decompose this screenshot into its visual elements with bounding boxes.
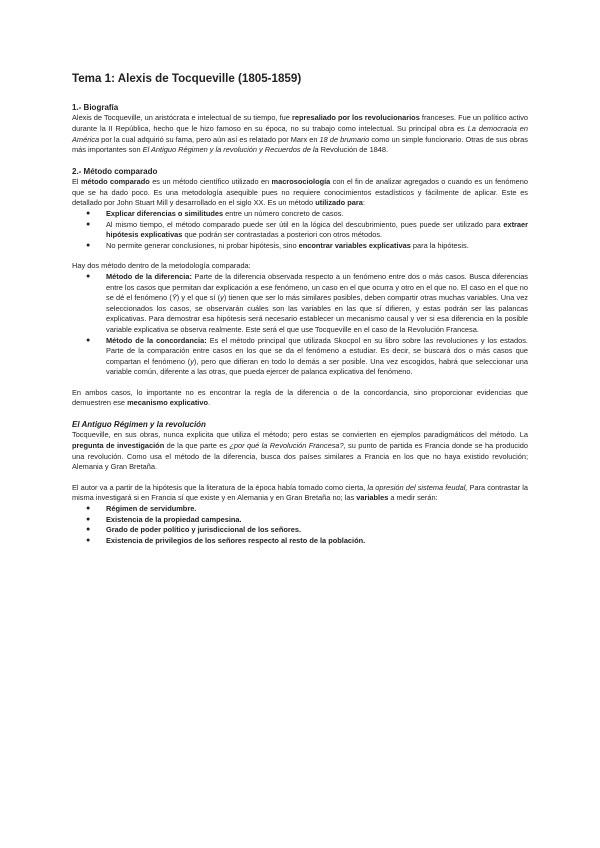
bullet-icon: ● bbox=[86, 336, 91, 344]
list-item: ● Existencia de privilegios de los señores respecto al resto de la población. bbox=[86, 535, 366, 545]
page-title: Tema 1: Alexis de Tocqueville (1805-1859) bbox=[72, 72, 302, 85]
metodo-paragraph: El método comparado es un método científico utilizado en macrosociología con el fin de analizar agregados o cuando es un fenómeno que se ha dado poco. Es una metodología asequible pues no requiere conocimientos estadísticos y fácilmente de aplicar. Este es detallado por John Stuart Mill y desarrollado en el siglo XX. Es un método utilizado para: bbox=[72, 177, 528, 208]
hypothesis-paragraph: El autor va a partir de la hipótesis que la literatura de la época había tomado como cierta, la opresión del sistema feudal, Para contrastar la misma investigará si en Francia sí que existe y en Alemania y en Gran Bretaña no; las variables a medir serán: bbox=[72, 482, 528, 503]
bullet-icon: ● bbox=[86, 505, 91, 513]
document-page bbox=[72, 72, 528, 546]
list-item: ● Régimen de servidumbre. bbox=[86, 504, 197, 514]
bullet-icon: ● bbox=[86, 536, 91, 544]
bullet-icon: ● bbox=[86, 220, 91, 228]
list-item: ● Método de la diferencia: Parte de la diferencia observada respecto a un fenómeno entre dos o más casos. Busca diferencias entre los casos que permitan dar explicación a ese fenómeno, un caso en el que ocurra y otro en el que no. El caso en el que no se dé el fenómeno (Ȳ) y el que sí (y) tienen que ser lo más similares posibles, deben compartir otras muchas variables. Una vez seleccionados los casos, se observarán cuáles son las variables en las que sí difieren, y estas podrán ser las palancas explicativas. Para demostrar esa hipótesis será necesario establecer un mecanismo causal y ver si esa diferencia en la posible variable explicativa se observa realmente. Este será el que use Tocqueville en el caso de la Revolución Francesa. bbox=[86, 271, 528, 334]
section-heading-metodo: 2.- Método comparado bbox=[72, 166, 158, 176]
section-heading-antiguo-regimen: El Antiguo Régimen y la revolución bbox=[72, 420, 206, 430]
list-item: ● Explicar diferencias o similitudes entre un número concreto de casos. bbox=[86, 208, 344, 218]
section-heading-biografia: 1.- Biografía bbox=[72, 103, 119, 112]
bullet-icon: ● bbox=[86, 526, 91, 534]
methods-intro: Hay dos método dentro de la metodología comparada: bbox=[72, 261, 251, 271]
bullet-icon: ● bbox=[86, 241, 91, 249]
uses-list bbox=[86, 208, 528, 251]
biografia-paragraph: Alexis de Tocqueville, un aristócrata e intelectual de su tiempo, fue represaliado por los revolucionarios franceses. Fue un político activo durante la II República, hecho que le hizo famoso en su época, no su trabajo como intelectual. Su principal obra es La democracia en América por la cual adquirió su fama, pero aún así es relatado por Marx en 18 de brumario como un simple funcionario. Otras de sus obras más importantes son El Antiguo Régimen y la revolución y Recuerdos de la Revolución de 1848. bbox=[72, 113, 529, 155]
bullet-icon: ● bbox=[86, 209, 91, 217]
methods-list bbox=[86, 271, 529, 378]
conclusion-paragraph: En ambos casos, lo importante no es encontrar la regla de la diferencia o de la concordancia, sino proporcionar evidencias que demuestren ese mecanismo explicativo. bbox=[72, 387, 528, 408]
bullet-icon: ● bbox=[86, 515, 91, 523]
list-item: ● No permite generar conclusiones, ni probar hipótesis, sino encontrar variables explicativas para la hipótesis. bbox=[86, 240, 469, 250]
list-item: ● Al mismo tiempo, el método comparado puede ser útil en la lógica del descubrimiento, pues puede ser utilizado para extraer hipótesis explicativas que podrán ser contrastadas a posteriori con otros métodos. bbox=[86, 219, 528, 240]
bullet-icon: ● bbox=[86, 272, 91, 280]
antiguo-regimen-paragraph: Tocqueville, en sus obras, nunca explicita que utiliza el método; pero estas se convierten en ejemplos paradigmáticos del método. La pregunta de investigación de la que parte es ¿por qué la Revolución Francesa?, su punto de partida es Francia donde se ha producido una revolución. Como usa el método de la diferencia, busca dos países similares a Francia en los que no haya existido revolución; Alemania y Gran Bretaña. bbox=[72, 430, 528, 472]
variables-list bbox=[86, 504, 528, 546]
list-item: ● Grado de poder político y jurisdiccional de los señores. bbox=[86, 525, 302, 535]
list-item: ● Método de la concordancia: Es el método principal que utilizada Skocpol en su libro sobre las revoluciones y los estados. Parte de la comparación entre casos en los que se da el fenómeno a estudiar. Es decir, se buscará dos o más casos que compartan el fenómeno (y), pero que difieran en todo lo demás a ser posible. Una vez escogidos, habrá que seleccionar una variable común, diferente a las otras, que pueda ejercer de palanca explicativa del fenómeno. bbox=[86, 335, 529, 377]
list-item: ● Existencia de la propiedad campesina. bbox=[86, 514, 242, 524]
